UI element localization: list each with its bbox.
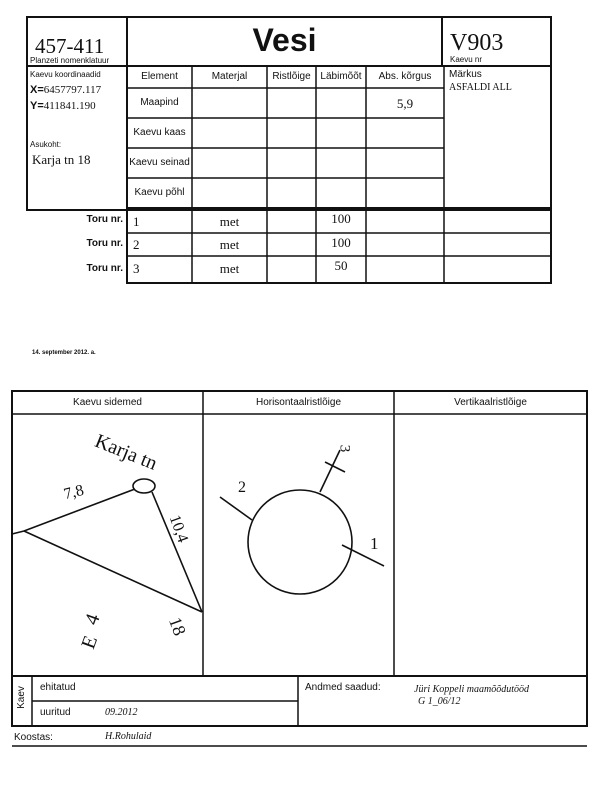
panel-ties-title: Kaevu sidemed bbox=[73, 397, 142, 408]
surveyed-value: 09.2012 bbox=[105, 707, 138, 718]
well-number-label: Kaevu nr bbox=[450, 55, 483, 64]
handwritten-distance-left: 7,8 bbox=[62, 481, 86, 504]
pipe-material: met bbox=[219, 261, 240, 276]
location-value: Karja tn 18 bbox=[32, 152, 91, 167]
pipe-number: 1 bbox=[133, 214, 140, 229]
x-value: 6457797.117 bbox=[43, 84, 102, 96]
row-element: Kaevu põhl bbox=[134, 187, 185, 198]
header-element: Element bbox=[141, 71, 178, 82]
compiled-label: Koostas: bbox=[14, 732, 53, 743]
row-element: Maapind bbox=[140, 97, 179, 108]
pipe-material: met bbox=[219, 214, 240, 229]
row-abs-height: 5,9 bbox=[396, 96, 414, 111]
pipe-diameter: 100 bbox=[331, 235, 351, 250]
page-title: Vesi bbox=[252, 22, 317, 58]
location-label: Asukoht: bbox=[30, 140, 62, 149]
header-diameter: Läbimõõt bbox=[320, 71, 362, 82]
well-number: V903 bbox=[450, 30, 504, 56]
compiled-value: H.Rohulaid bbox=[105, 731, 152, 742]
x-label: X= bbox=[30, 84, 44, 96]
row-element: Kaevu seinad bbox=[129, 157, 190, 168]
built-label: ehitatud bbox=[40, 682, 76, 693]
handwritten-pipe-2: 2 bbox=[238, 479, 246, 496]
panel-horizontal-title: Horisontaalristlõige bbox=[255, 397, 342, 408]
nomenclature-code: 457-411 bbox=[35, 34, 105, 58]
handwritten-distance-right: 10,4 bbox=[165, 512, 192, 545]
handwritten-pipe-3: 3 bbox=[336, 444, 353, 453]
data-from-value-2: G 1_06/12 bbox=[418, 696, 461, 707]
pipe-diameter: 50 bbox=[334, 258, 348, 273]
handwritten-pipe-1: 1 bbox=[370, 534, 379, 553]
handwritten-corner-b: E bbox=[77, 632, 103, 652]
pipe-material: met bbox=[219, 237, 240, 252]
header-abs-height: Abs. kõrgus bbox=[378, 71, 432, 82]
horizontal-section-sketch bbox=[220, 450, 384, 594]
panel-vertical-title: Vertikaalristlõige bbox=[454, 397, 527, 408]
coords-label: Kaevu koordinaadid bbox=[30, 70, 101, 79]
pipe-label: Toru nr. bbox=[86, 214, 123, 225]
data-from-label: Andmed saadud: bbox=[305, 682, 381, 693]
header-material: Materjal bbox=[211, 71, 248, 82]
pipe-number: 3 bbox=[133, 261, 140, 276]
notes-value: ASFALDI ALL bbox=[449, 82, 512, 93]
pipe-label: Toru nr. bbox=[86, 263, 123, 274]
handwritten-street: Karja tn bbox=[91, 430, 161, 475]
header-notes: Märkus bbox=[449, 69, 482, 80]
handwritten-corner-c: 18 bbox=[164, 614, 190, 639]
y-coordinate bbox=[30, 100, 96, 112]
pipe-number: 2 bbox=[133, 237, 140, 252]
y-label: Y= bbox=[30, 100, 44, 112]
x-coordinate bbox=[30, 84, 101, 96]
pipe-label: Toru nr. bbox=[86, 238, 123, 249]
header-section: Ristlõige bbox=[272, 71, 311, 82]
nomenclature-label: Planzeti nomenklatuur bbox=[30, 56, 110, 65]
handwritten-corner-a: 4 bbox=[80, 610, 105, 628]
side-label: Kaev bbox=[15, 686, 27, 709]
pipe-diameter: 100 bbox=[331, 211, 351, 226]
row-element: Kaevu kaas bbox=[133, 127, 186, 138]
data-from-value-1: Jüri Koppeli maamõõdutööd bbox=[414, 684, 529, 695]
document-date: 14. september 2012. a. bbox=[32, 350, 96, 356]
surveyed-label: uuritud bbox=[40, 707, 71, 718]
y-value: 411841.190 bbox=[43, 100, 96, 112]
